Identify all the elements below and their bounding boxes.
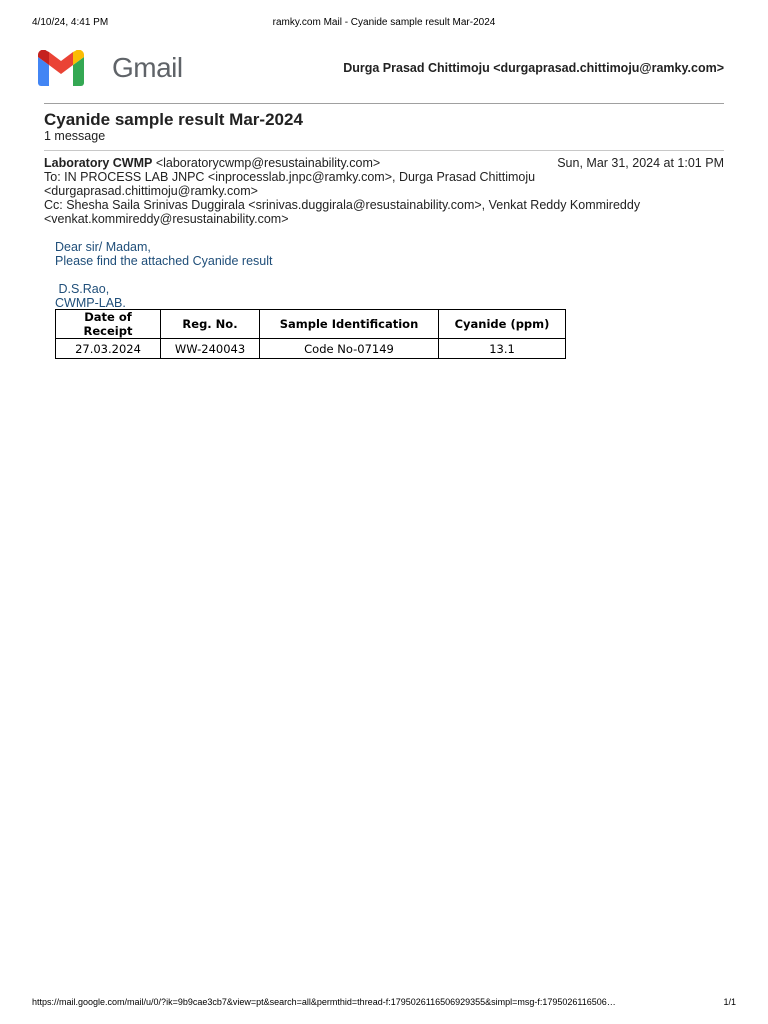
gmail-wordmark: Gmail bbox=[112, 52, 183, 83]
header-divider bbox=[44, 103, 724, 104]
signature-org: CWMP-LAB. bbox=[55, 296, 126, 310]
cc-line-continued: <venkat.kommireddy@resustainability.com> bbox=[44, 212, 289, 226]
sender-row bbox=[44, 156, 724, 170]
header-sample-identification: Sample Identification bbox=[260, 310, 439, 339]
signature-name: D.S.Rao, bbox=[55, 282, 110, 296]
results-table bbox=[55, 309, 566, 359]
print-header bbox=[32, 16, 736, 30]
cell-cyanide: 13.1 bbox=[439, 339, 566, 359]
greeting: Dear sir/ Madam, bbox=[55, 240, 151, 254]
page-number: 1/1 bbox=[723, 997, 736, 1007]
print-footer bbox=[32, 996, 736, 1008]
message-body bbox=[55, 240, 273, 310]
message-meta bbox=[44, 156, 724, 226]
thread-subject: Cyanide sample result Mar-2024 bbox=[44, 110, 303, 129]
to-line: To: IN PROCESS LAB JNPC <inprocesslab.jnpc@ramky.com>, Durga Prasad Chittimoju bbox=[44, 170, 536, 184]
message-divider bbox=[44, 150, 724, 151]
cc-line: Cc: Shesha Saila Srinivas Duggirala <srinivas.duggirala@resustainability.com>, Venkat Reddy Kommireddy bbox=[44, 198, 641, 212]
cell-sample-identification: Code No-07149 bbox=[260, 339, 439, 359]
sent-datetime: Sun, Mar 31, 2024 at 1:01 PM bbox=[557, 156, 724, 170]
print-datetime: 4/10/24, 4:41 PM bbox=[32, 17, 109, 28]
header-date-of-receipt: Date of Receipt bbox=[56, 310, 161, 339]
cell-date-of-receipt: 27.03.2024 bbox=[56, 339, 161, 359]
table-header-row bbox=[56, 310, 566, 339]
account-identity: Durga Prasad Chittimoju <durgaprasad.chittimoju@ramky.com> bbox=[343, 61, 724, 75]
gmail-logo-icon bbox=[38, 50, 84, 86]
header-reg-no: Reg. No. bbox=[161, 310, 260, 339]
table-row bbox=[56, 339, 566, 359]
print-page-title: ramky.com Mail - Cyanide sample result Mar-2024 bbox=[272, 17, 496, 28]
cell-reg-no: WW-240043 bbox=[161, 339, 260, 359]
sender-email: <laboratorycwmp@resustainability.com> bbox=[155, 156, 381, 170]
sender-name: Laboratory CWMP bbox=[44, 156, 153, 170]
to-line-continued: <durgaprasad.chittimoju@ramky.com> bbox=[44, 184, 258, 198]
body-line: Please find the attached Cyanide result bbox=[55, 254, 273, 268]
print-url: https://mail.google.com/mail/u/0/?ik=9b9cae3cb7&view=pt&search=all&permthid=thread-f:1795026116506929355&simpl=msg-f:1795026116506… bbox=[32, 997, 616, 1007]
header-cyanide: Cyanide (ppm) bbox=[439, 310, 566, 339]
gmail-brand bbox=[38, 48, 183, 88]
message-count: 1 message bbox=[44, 129, 106, 143]
